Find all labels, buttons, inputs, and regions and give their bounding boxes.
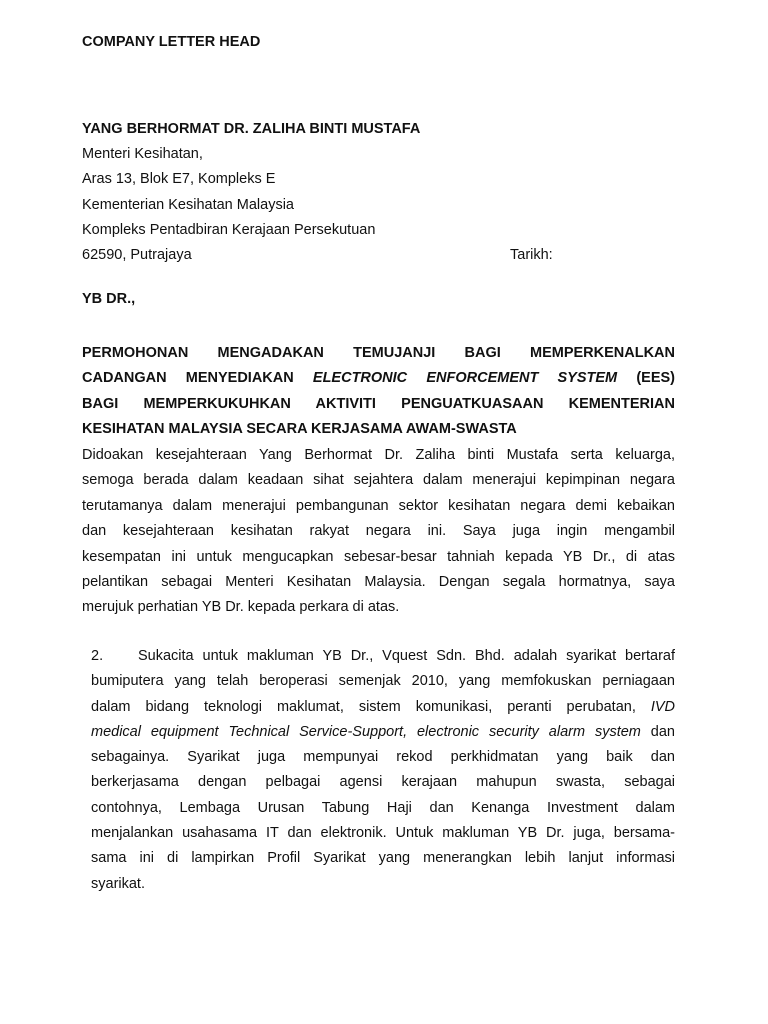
paragraph-line: sama ini di lampirkan Profil Syarikat yang menerangkan lebih lanjut informasi	[91, 850, 675, 867]
paragraph-line	[91, 720, 675, 745]
recipient-title: Menteri Kesihatan,	[82, 146, 203, 163]
paragraph-italic-text: IVD	[650, 698, 675, 715]
paragraph-italic-text: medical equipment Technical Service-Support, electronic security alarm system	[91, 723, 641, 740]
subject-text: (EES)	[617, 370, 675, 387]
paragraph-text: Sukacita untuk makluman YB Dr., Vquest Sdn. Bhd. adalah syarikat bertaraf	[138, 648, 675, 664]
letter-subject	[82, 341, 675, 443]
recipient-address-line: Kementerian Kesihatan Malaysia	[82, 196, 294, 213]
recipient-postcode-city: 62590, Putrajaya	[82, 247, 192, 264]
recipient-address-block	[82, 117, 682, 268]
subject-line	[82, 366, 675, 391]
paragraph-line: kesempatan ini untuk mengucapkan sebesar-besar tahniah kepada YB Dr., di atas	[82, 548, 675, 565]
recipient-address-line: Kompleks Pentadbiran Kerajaan Persekutuan	[82, 221, 376, 238]
paragraph-line: pelantikan sebagai Menteri Kesihatan Malaysia. Dengan segala hormatnya, saya	[82, 573, 675, 590]
subject-line: BAGI MEMPERKUKUHKAN AKTIVITI PENGUATKUASAAN KEMENTERIAN	[82, 395, 675, 412]
paragraph-line: Didoakan kesejahteraan Yang Berhormat Dr. Zaliha binti Mustafa serta keluarga,	[82, 447, 675, 463]
postcode-date-row	[82, 243, 682, 268]
paragraph-1	[82, 443, 675, 621]
paragraph-2	[91, 644, 675, 897]
paragraph-line: dan kesejahteraan kesihatan rakyat negara ini. Saya juga ingin mengambil	[82, 523, 675, 540]
paragraph-line: syarikat.	[91, 875, 145, 892]
salutation: YB DR.,	[82, 291, 136, 307]
paragraph-line	[91, 695, 675, 720]
paragraph-line: contohnya, Lembaga Urusan Tabung Haji dan Kenanga Investment dalam	[91, 799, 675, 816]
recipient-name: YANG BERHORMAT DR. ZALIHA BINTI MUSTAFA	[82, 121, 421, 137]
subject-text: CADANGAN MENYEDIAKAN	[82, 370, 313, 387]
subject-italic-text: ELECTRONIC ENFORCEMENT SYSTEM	[312, 370, 618, 387]
paragraph-text: dalam bidang teknologi maklumat, sistem komunikasi, peranti perubatan,	[91, 698, 651, 715]
paragraph-line: menjalankan usahasama IT dan elektronik. Untuk makluman YB Dr. juga, bersama-	[91, 825, 675, 842]
subject-line: PERMOHONAN MENGADAKAN TEMUJANJI BAGI MEMPERKENALKAN	[82, 345, 675, 361]
recipient-address-line: Aras 13, Blok E7, Kompleks E	[82, 171, 276, 188]
paragraph-line: terutamanya dalam menerajui pembangunan sektor kesihatan negara demi kebaikan	[82, 497, 675, 514]
subject-line: KESIHATAN MALAYSIA SECARA KERJASAMA AWAM-SWASTA	[82, 421, 517, 438]
paragraph-number: 2.	[91, 648, 104, 664]
paragraph-line: berkerjasama dengan pelbagai agensi kerajaan mahupun swasta, sebagai	[91, 774, 675, 791]
company-letterhead: COMPANY LETTER HEAD	[82, 34, 261, 50]
date-label: Tarikh:	[510, 247, 553, 264]
paragraph-line: semoga berada dalam keadaan sihat sejahtera dalam menerajui kepimpinan negara	[82, 472, 675, 489]
paragraph-line: merujuk perhatian YB Dr. kepada perkara di atas.	[82, 599, 400, 616]
paragraph-line: sebagainya. Syarikat juga mempunyai rekod perkhidmatan yang baik dan	[91, 749, 675, 766]
paragraph-line: bumiputera yang telah beroperasi semenjak 2010, yang memfokuskan perniagaan	[91, 673, 675, 690]
paragraph-line	[91, 644, 675, 669]
paragraph-text: dan	[640, 723, 675, 740]
